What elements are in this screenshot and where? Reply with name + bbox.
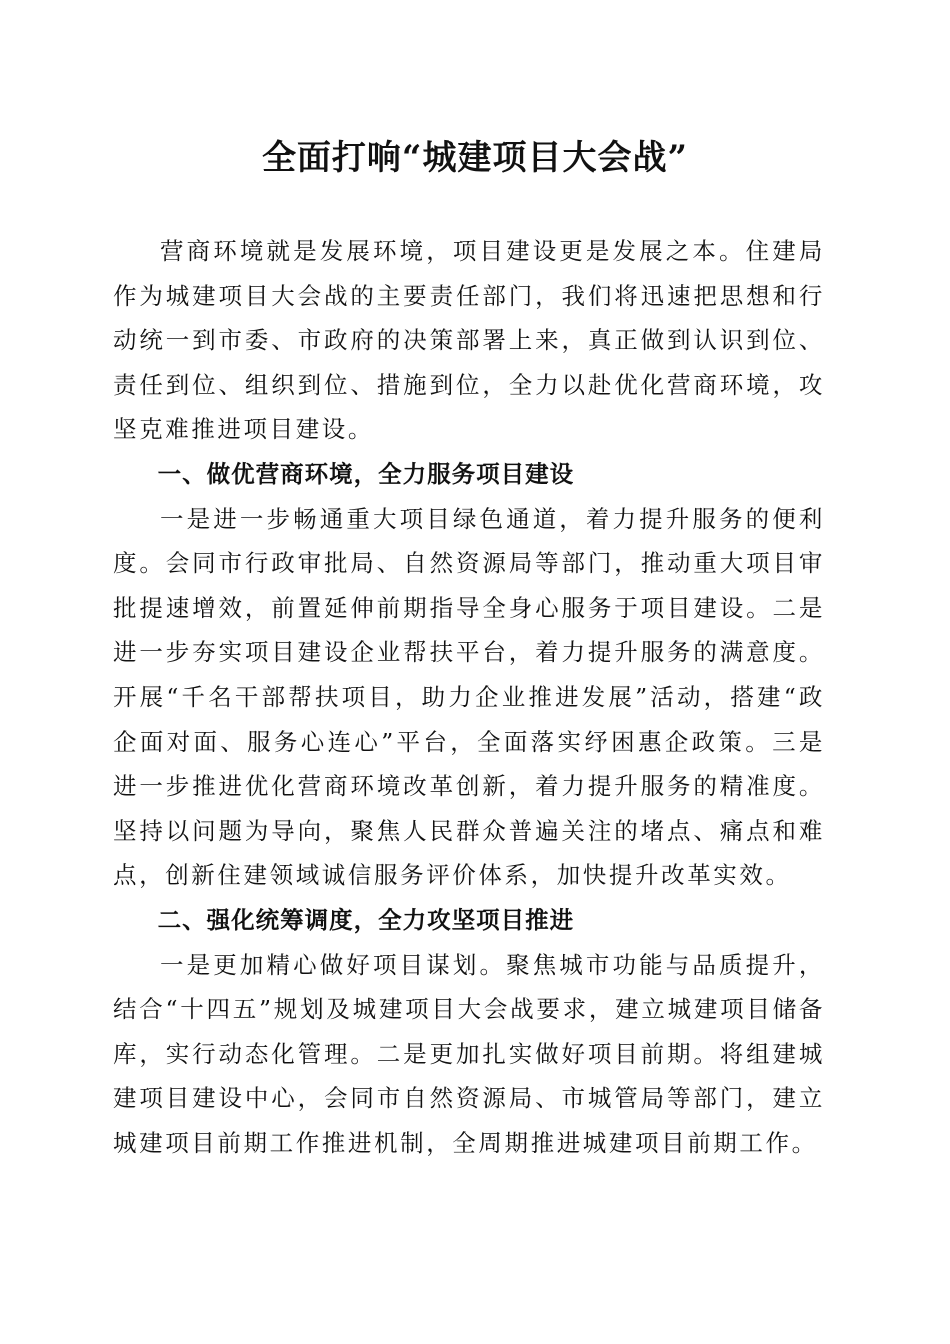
intro-paragraph: 营商环境就是发展环境，项目建设更是发展之本。住建局作为城建项目大会战的主要责任部门，我们将迅速把思想和行动统一到市委、市政府的决策部署上来，真正做到认识到位、责任到位、组织到位、措施到位，全力以赴优化营商环境，攻坚克难推进项目建设。 <box>113 237 825 444</box>
document-body <box>113 229 825 1165</box>
document-title: 全面打响“城建项目大会战” <box>261 138 689 178</box>
section-paragraph-1: 一是进一步畅通重大项目绿色通道，着力提升服务的便利度。会同市行政审批局、自然资源局等部门，推动重大项目审批提速增效，前置延伸前期指导全身心服务于项目建设。二是进一步夯实项目建设企业帮扶平台，着力提升服务的满意度。开展“千名干部帮扶项目，助力企业推进发展”活动，搭建“政企面对面、服务心连心”平台，全面落实纾困惠企政策。三是进一步推进优化营商环境改革创新，着力提升服务的精准度。坚持以问题为导向，聚焦人民群众普遍关注的堵点、痛点和难点，创新住建领域诚信服务评价体系，加快提升改革实效。 <box>113 504 825 890</box>
section-heading-1: 一、做优营商环境，全力服务项目建设 <box>157 459 575 488</box>
section-paragraph-2: 一是更加精心做好项目谋划。聚焦城市功能与品质提升，结合“十四五”规划及城建项目大会战要求，建立城建项目储备库，实行动态化管理。二是更加扎实做好项目前期。将组建城建项目建设中心，会同市自然资源局、市城管局等部门，建立城建项目前期工作推进机制，全周期推进城建项目前期工作。 <box>113 950 825 1157</box>
section-heading-2: 二、强化统筹调度，全力攻坚项目推进 <box>157 905 575 934</box>
